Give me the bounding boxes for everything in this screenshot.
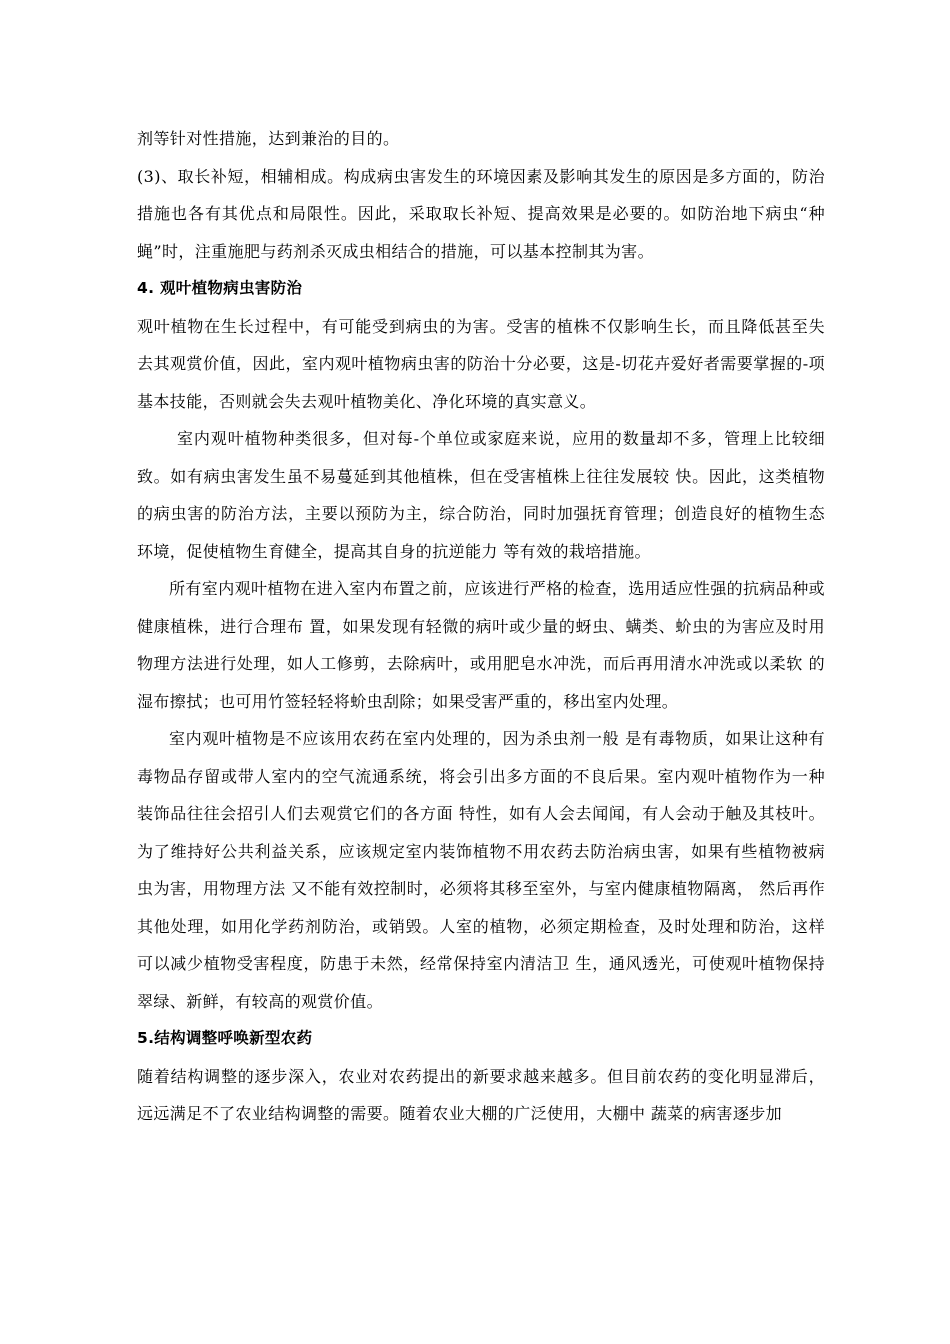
paragraph-4-1: 观叶植物在生长过程中，有可能受到病虫的为害。受害的植株不仅影响生长，而且降低甚至失去其观赏价值，因此，室内观叶植物病虫害的防治十分必要，这是-切花卉爱好者需要掌握的-项基本技能，否则就会失去观叶植物美化、净化环境的真实意义。 (137, 316, 825, 411)
section-heading-4: 4. 观叶植物病虫害防治 (137, 279, 303, 297)
paragraph-4-3: 所有室内观叶植物在进入室内布置之前，应该进行严格的检查，选用适应性强的抗病品种或健康植株，进行合理布 置，如果发现有轻微的病叶或少量的蚜虫、螨类、蚧虫的为害应及时用物理方法进行处理，如人工修剪，去除病叶，或用肥皂水冲洗，而后再用清水冲洗或以柔软 的湿布擦拭；也可用竹签轻轻将蚧虫刮除；如果受害严重的，移出室内处理。 (137, 579, 826, 711)
paragraph-5-1: 随着结构调整的逐步深入，农业对农药提出的新要求越来越多。但目前农药的变化明显滞后，远远满足不了农业结构调整的需要。随着农业大棚的广泛使用，大棚中 蔬菜的病害逐步加 (137, 1066, 825, 1123)
paragraph-intro-end: 剂等针对性措施，达到兼治的目的。 (137, 129, 400, 148)
paragraph-4-2: 室内观叶植物种类很多，但对每-个单位或家庭来说，应用的数量却不多，管理上比较细致。如有病虫害发生虽不易蔓延到其他植株，但在受害植株上往往发展较 快。因此，这类植物的病虫害的防治方法，主要以预防为主，综合防治，同时加强抚育管理；创造良好的植物生态环境，促使植物生育健全，提高其自身的抗逆能力 等有效的栽培措施。 (137, 429, 825, 561)
paragraph-4-4: 室内观叶植物是不应该用农药在室内处理的，因为杀虫剂一般 是有毒物质，如果让这种有毒物品存留或带人室内的空气流通系统，将会引出多方面的不良后果。室内观叶植物作为一种装饰品往往会招引人们去观赏它们的各方面 特性，如有人会去闻闻，有人会动于触及其枝叶。为了维持好公共利益关系，应该规定室内装饰植物不用农药去防治病虫害，如果有些植物被病虫为害，用物理方法 又不能有效控制时，必须将其移至室外，与室内健康植物隔离， 然后再作其他处理，如用化学药剂防治，或销毁。人室的植物，必须定期检查，及时处理和防治，这样可以减少植物受害程度，防患于未然，经常保持室内清洁卫 生，通风透光，可使观叶植物保持翠绿、新鲜，有较高的观赏价值。 (137, 729, 825, 1011)
document-body (137, 120, 825, 1133)
paragraph-point-3: (3)、取长补短，相辅相成。构成病虫害发生的环境因素及影响其发生的原因是多方面的，防治措施也各有其优点和局限性。因此，采取取长补短、提高效果是必要的。如防治地下病虫“种蝇”时，注重施肥与药剂杀灭成虫相结合的措施，可以基本控制其为害。 (137, 166, 825, 261)
section-heading-5: 5.结构调整呼唤新型农药 (137, 1029, 313, 1047)
